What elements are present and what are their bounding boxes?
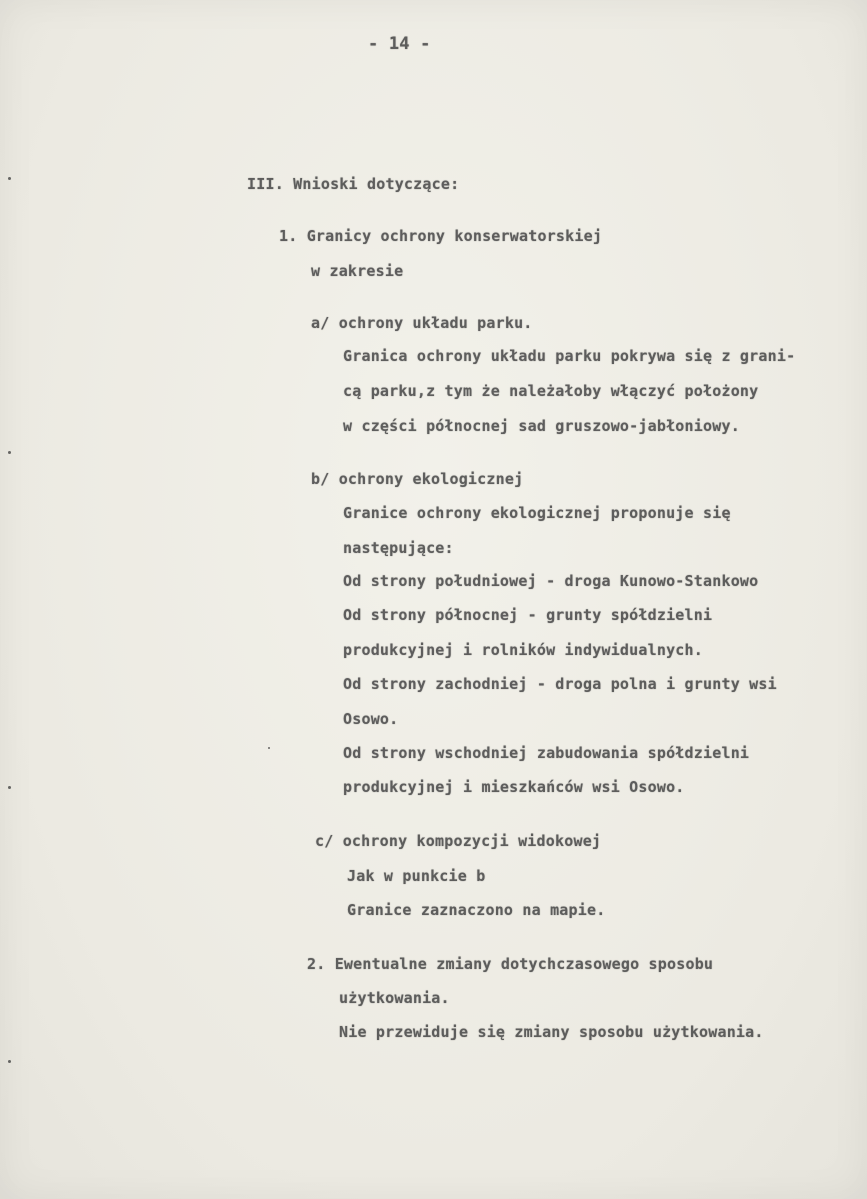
margin-speck [8,451,11,454]
margin-speck [8,177,11,180]
item-c-title: c/ ochrony kompozycji widokowej [315,832,602,850]
item-1-title: 1. Granicy ochrony konserwatorskiej [279,227,603,245]
item-1-subtitle: w zakresie [311,262,404,280]
margin-speck [8,1060,11,1063]
item-b-line: produkcyjnej i rolników indywidualnych. [343,641,703,659]
item-c-line: Granice zaznaczono na mapie. [347,901,606,919]
item-a-line: cą parku,z tym że należałoby włączyć położony [343,382,759,400]
item-b-line: Od strony wschodniej zabudowania spółdzielni [343,744,750,762]
item-2-line: Nie przewiduje się zmiany sposobu użytkowania. [339,1023,764,1041]
item-b-line: Osowo. [343,710,399,728]
item-b-line: następujące: [343,539,454,557]
item-b-line: Od strony północnej - grunty spółdzielni [343,606,713,624]
margin-speck [268,747,270,749]
item-b-title: b/ ochrony ekologicznej [311,470,524,488]
item-a-line: Granica ochrony układu parku pokrywa się z grani- [343,347,796,365]
item-b-line: Od strony zachodniej - droga polna i grunty wsi [343,675,777,693]
page-number: - 14 - [368,34,431,54]
section-heading: III. Wnioski dotyczące: [247,175,460,193]
item-b-line: Od strony południowej - droga Kunowo-Stankowo [343,572,759,590]
margin-speck [8,786,11,789]
item-b-line: Granice ochrony ekologicznej proponuje się [343,504,731,522]
item-a-line: w części północnej sad gruszowo-jabłoniowy. [343,417,740,435]
item-a-title: a/ ochrony układu parku. [311,314,533,332]
item-2-title: 2. Ewentualne zmiany dotychczasowego sposobu [307,955,714,973]
item-c-line: Jak w punkcie b [347,867,486,885]
item-2-line: użytkowania. [339,989,450,1007]
item-b-line: produkcyjnej i mieszkańców wsi Osowo. [343,778,685,796]
